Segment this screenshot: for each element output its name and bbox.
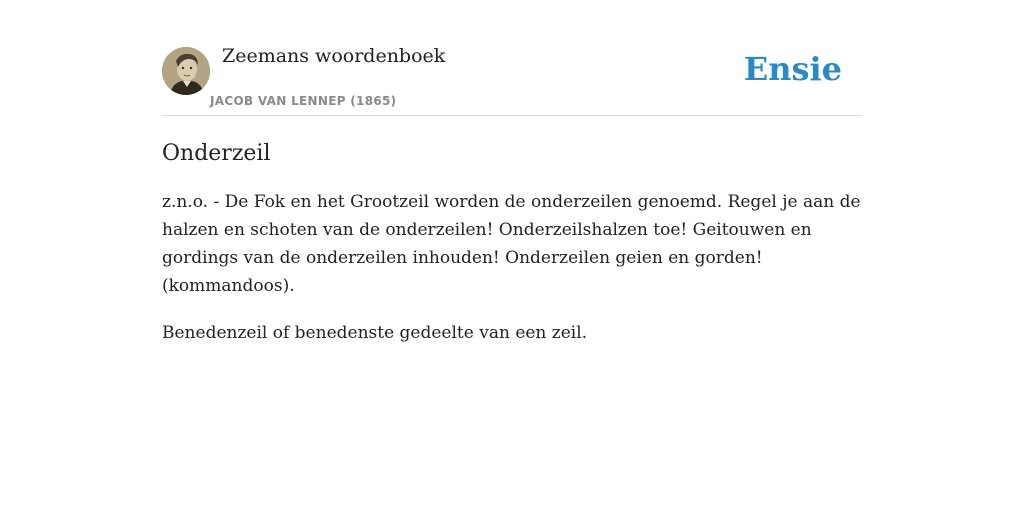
definition-paragraph-2: Benedenzeil of benedenste gedeelte van een zeil. (162, 323, 588, 343)
dictionary-author: JACOB VAN LENNEP (1865) (210, 94, 397, 108)
author-portrait-avatar[interactable] (162, 47, 210, 95)
dictionary-header (162, 40, 862, 116)
ensie-logo-link[interactable]: Ensie (743, 50, 842, 88)
portrait-icon (162, 47, 210, 95)
dictionary-title[interactable]: Zeemans woordenboek (222, 45, 446, 67)
entry-card (162, 40, 862, 347)
entry-title: Onderzeil (162, 141, 271, 166)
definition-paragraph-1: z.n.o. - De Fok en het Grootzeil worden de onderzeilen genoemd. Regel je aan de halzen en schoten van de onderzeilen! Onderzeilshalzen toe! Geitouwen en gordings van de onderzeilen inhouden! Onderzeilen geien en gorden! (kommandoos). (162, 192, 861, 296)
